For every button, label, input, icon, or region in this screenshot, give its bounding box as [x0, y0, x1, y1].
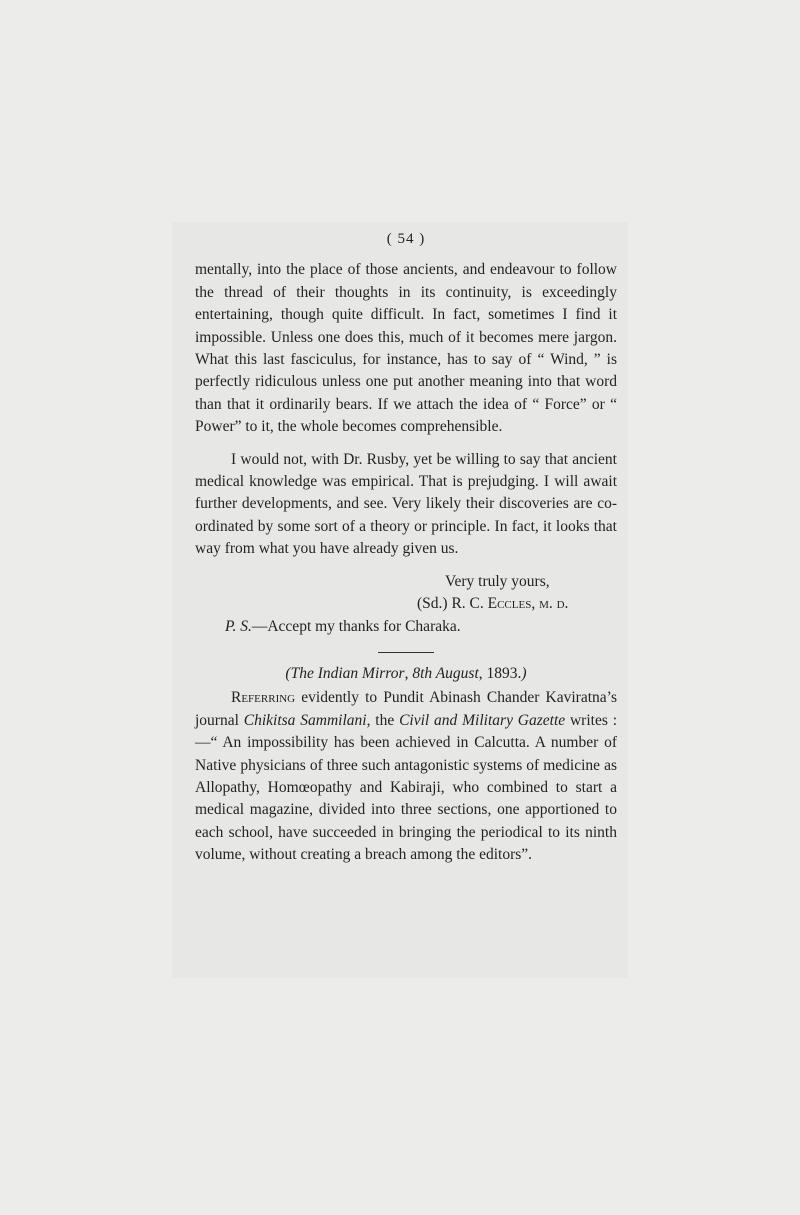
- letter-signature: [195, 593, 617, 615]
- citation-comma: ,: [404, 664, 413, 682]
- article-gazette-title: Civil and Military Gazette: [399, 711, 566, 729]
- postscript-text: —Accept my thanks for Charaka.: [251, 617, 461, 635]
- section-divider: [378, 652, 434, 653]
- citation-date: 8th August: [412, 664, 479, 682]
- article-paragraph: [195, 687, 617, 866]
- citation: [195, 663, 617, 685]
- citation-source: The Indian Mirror: [290, 664, 405, 682]
- letter-paragraph-2: I would not, with Dr. Rusby, yet be willing to say that ancient medical knowledge was empirical. That is prejudging. I will await further developments, and see. Very likely their discoveries are co-ordinated by some sort of a theory or principle. In fact, it looks that way from what you have already given us.: [195, 450, 617, 558]
- article-lead-word: Referring: [231, 689, 296, 707]
- letter-closing: Very truly yours,: [445, 572, 550, 590]
- text-block: [195, 222, 617, 867]
- citation-close: ): [521, 664, 527, 682]
- letter-paragraph-1: mentally, into the place of those ancients, and endeavour to follow the thread of their thoughts in its continuity, is exceedingly entertaining, though quite difficult. In fact, sometimes I find it impossible. Unless one does this, much of it becomes mere jargon. What this last fasciculus, for instance, has to say of “ Wind, ” is perfectly ridiculous unless one put another meaning into that word than that it ordinarily bears. If we attach the idea of “ Force” or “ Power” to it, the whole becomes comprehensible.: [195, 261, 617, 436]
- postscript-label: P. S.: [225, 617, 252, 635]
- citation-year: , 1893.: [478, 664, 522, 682]
- paragraph-gap: [195, 439, 617, 449]
- article-text-3: writes :—“ An impossibility has been achieved in Calcutta. A number of Native physicians of three such antagonistic systems of medicine as Allopathy, Homœopathy and Kabiraji, who combined to start a medical magazine, divided into three sections, one apportioned to each school, have succeeded in bringing the periodical to its ninth volume, without creating a breach among the editors”.: [195, 711, 618, 864]
- signature-prefix: (Sd.) R. C.: [417, 595, 488, 613]
- article-text-1: evidently to Pundit Abinash Chander Kaviratna’s journal: [195, 689, 617, 729]
- article-journal-title: Chikitsa Sammilani: [243, 711, 367, 729]
- page-number: ( 54 ): [386, 231, 426, 247]
- signature-degree: m. d.: [535, 595, 569, 613]
- signature-name: Eccles,: [487, 595, 536, 613]
- postscript: [195, 616, 617, 638]
- paragraph-gap: [195, 561, 617, 571]
- citation-open: (: [285, 664, 291, 682]
- article-text-2: , the: [366, 711, 400, 729]
